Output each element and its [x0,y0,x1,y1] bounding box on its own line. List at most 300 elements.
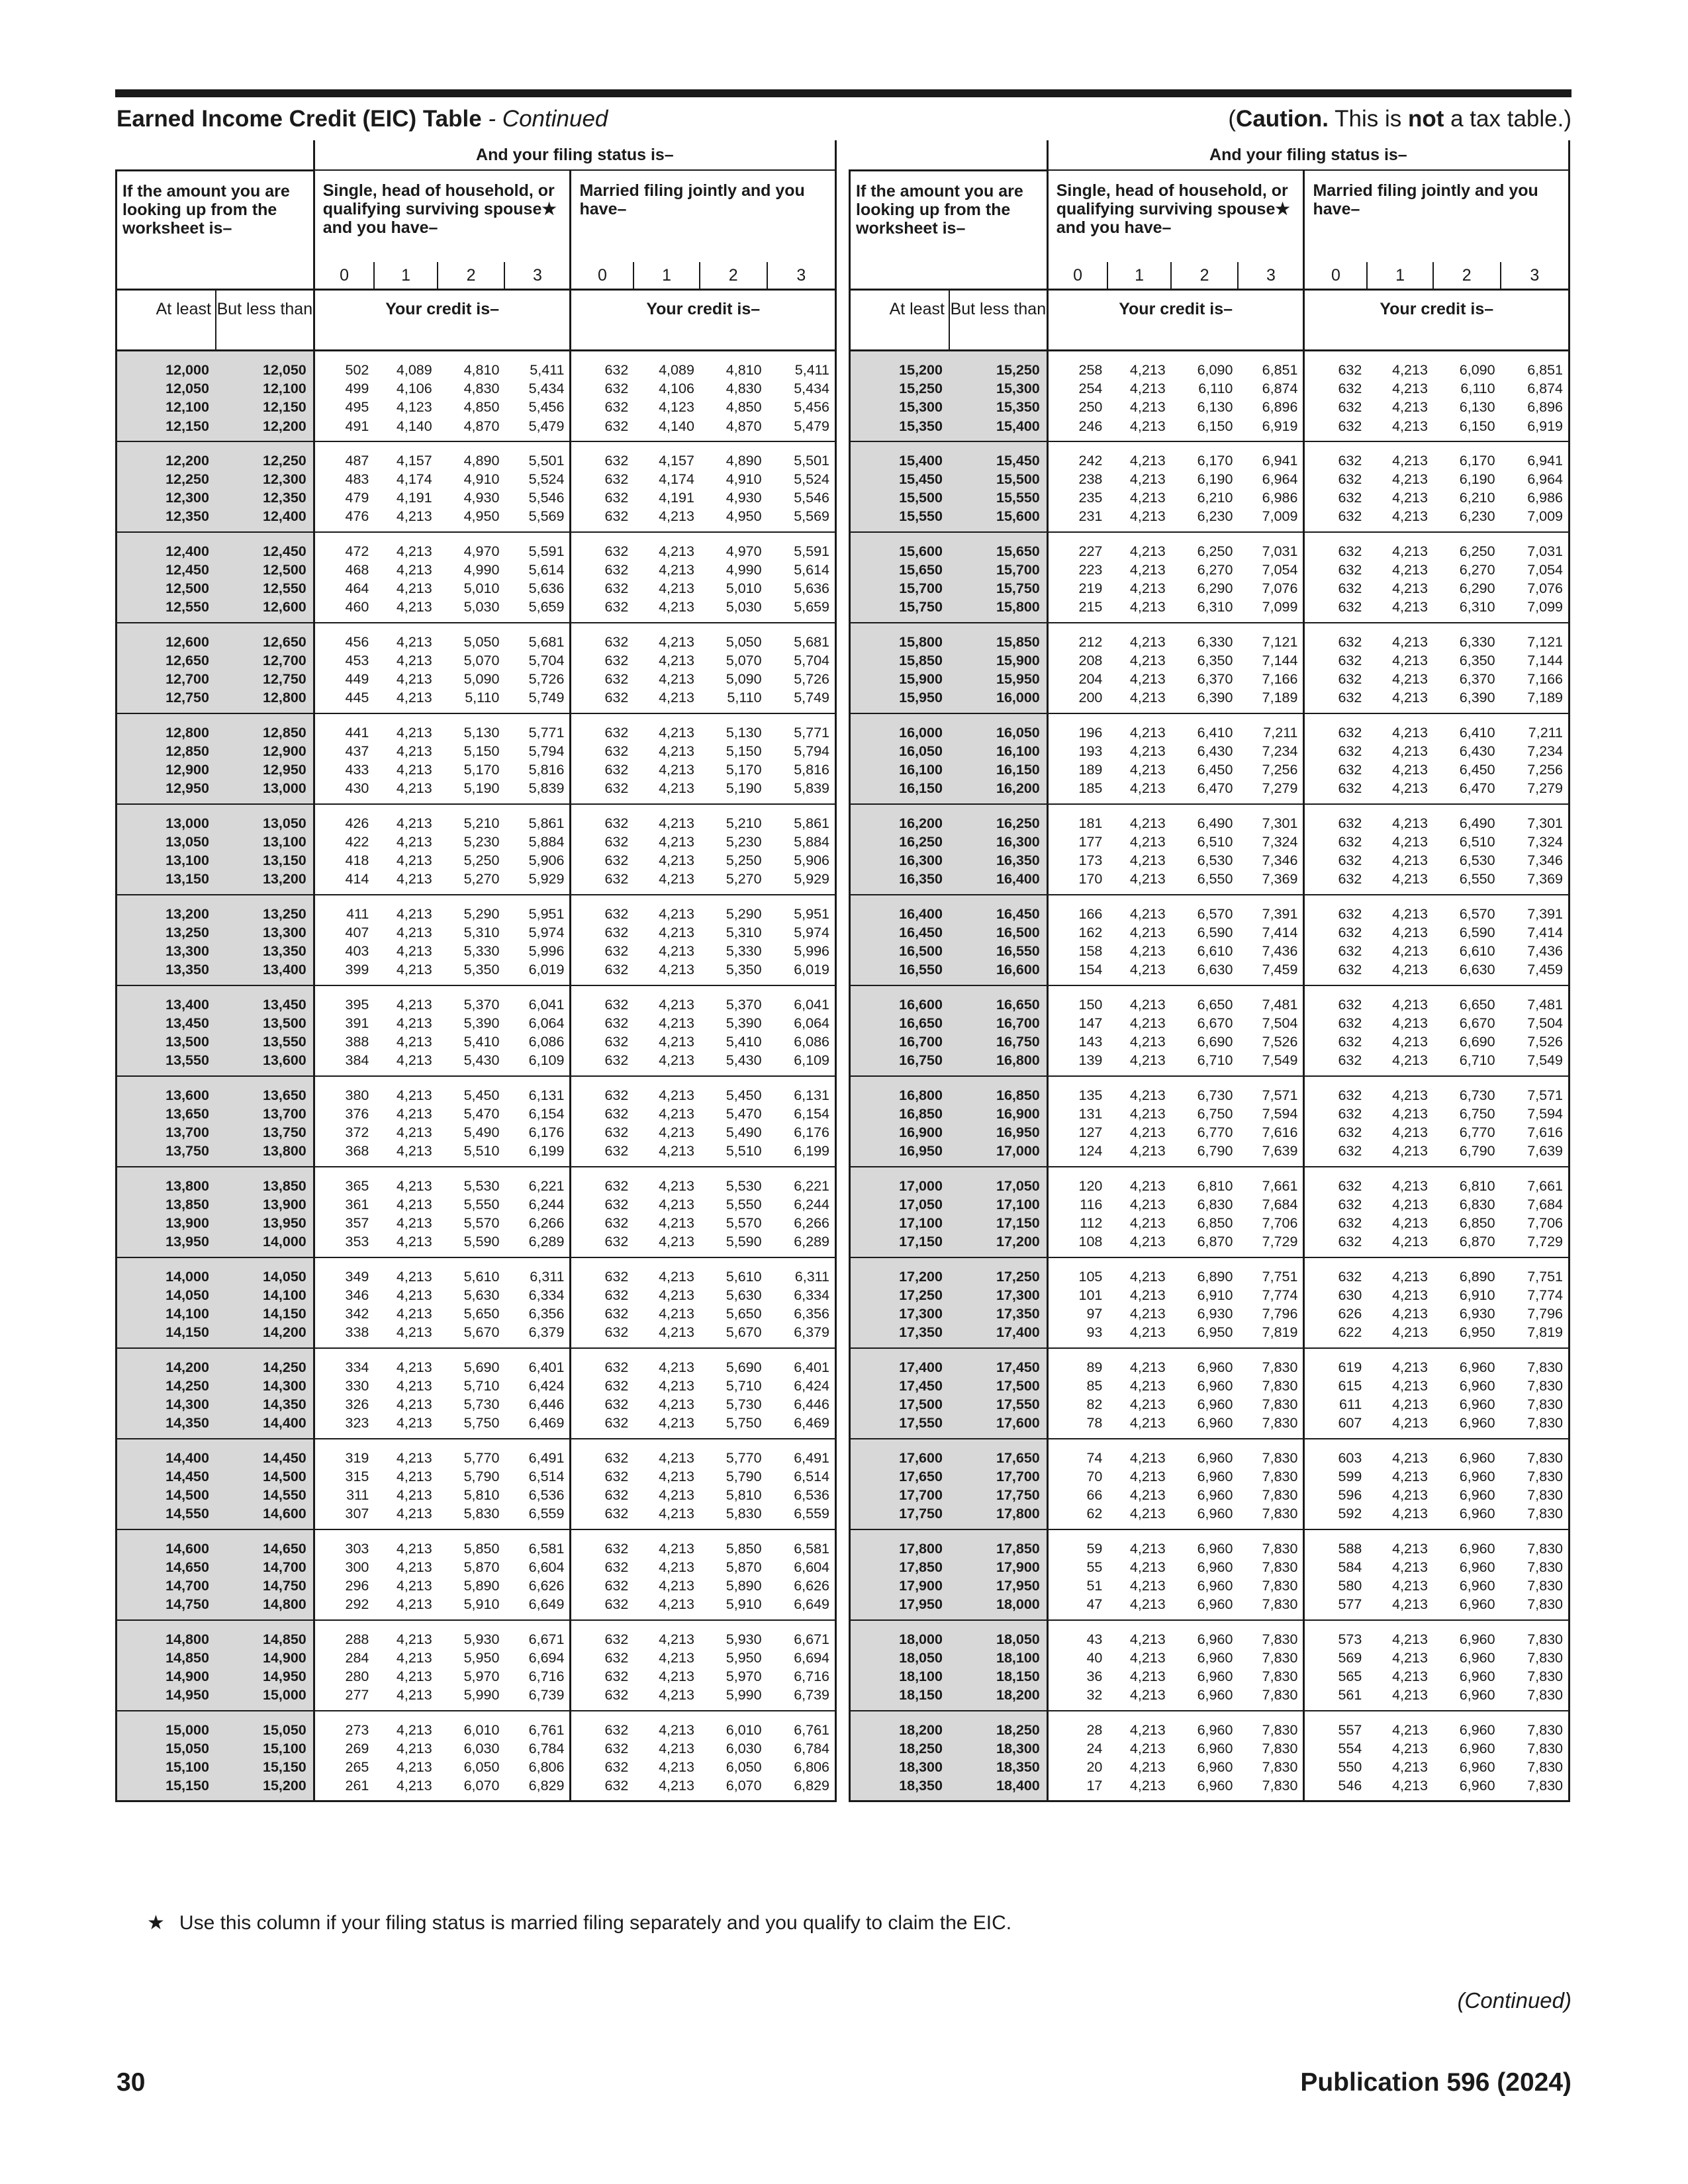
cell-value: 4,213 [1392,905,1428,922]
cell-value: 619 [1338,1359,1362,1375]
cell-value: 632 [604,1033,629,1050]
cell-value: 632 [1338,381,1362,397]
cell-value: 5,290 [463,905,500,922]
cell-value: 5,990 [726,1687,762,1704]
cell-value: 7,549 [1262,1052,1298,1069]
cell-value: 6,710 [1197,1052,1233,1069]
cell-m0 [571,441,633,532]
cell-value: 4,089 [396,362,432,378]
cell-value: 14,850 [165,1649,209,1666]
cell-value: 7,054 [1527,561,1563,578]
cell-m1 [1367,895,1433,985]
cell-at-least [850,804,949,895]
cell-value: 6,244 [794,1196,829,1212]
cell-m1 [1367,1711,1433,1801]
table-row [117,1257,836,1348]
cell-value: 7,099 [1262,599,1298,615]
cell-value: 4,213 [1129,599,1166,615]
cell-m2 [700,1711,767,1801]
cell-value: 632 [1338,996,1362,1013]
cell-value: 4,213 [659,1449,694,1466]
cell-value: 4,213 [1392,942,1428,959]
cell-value: 6,960 [1197,1540,1233,1557]
cell-value: 7,830 [1262,1559,1298,1575]
cell-value: 6,960 [1197,1377,1233,1394]
cell-value: 12,050 [262,362,306,378]
cell-value: 6,110 [1460,381,1495,397]
cell-value: 7,706 [1262,1214,1298,1231]
cell-value: 4,213 [1129,1087,1166,1103]
cell-value: 254 [1078,381,1103,397]
cell-s2 [438,532,505,623]
cell-s3 [1238,441,1304,532]
cell-value: 7,830 [1527,1449,1563,1466]
cell-value: 16,450 [996,905,1040,922]
cell-at-least [117,1439,216,1529]
cell-value: 6,694 [794,1649,829,1666]
cell-value: 6,050 [726,1758,762,1775]
cell-but-less [949,1257,1047,1348]
cell-value: 300 [345,1559,369,1575]
top-rule [115,89,1571,97]
cell-value: 7,121 [1262,633,1298,650]
cell-value: 6,649 [794,1596,829,1613]
cell-value: 5,434 [528,381,565,397]
cell-value: 7,301 [1262,815,1298,831]
cell-value: 5,290 [726,905,762,922]
cell-value: 170 [1078,871,1103,887]
cell-value: 4,213 [1392,780,1428,797]
cell-value: 4,970 [463,543,500,559]
cell-s3 [504,1711,571,1801]
cell-value: 4,213 [1129,452,1166,469]
single-children-1: 1 [1107,262,1170,290]
cell-value: 12,000 [165,362,209,378]
cell-value: 17 [1086,1778,1103,1794]
cell-value: 4,213 [396,1596,432,1613]
cell-s3 [504,804,571,895]
cell-value: 7,234 [1527,743,1563,759]
cell-m3 [767,1529,836,1620]
cell-value: 632 [1338,599,1362,615]
cell-value: 7,819 [1527,1324,1563,1341]
single-credit-header: Your credit is– [314,290,571,351]
cell-value: 632 [1338,652,1362,668]
cell-m0 [1304,713,1367,804]
cell-value: 15,500 [996,471,1040,487]
cell-value: 223 [1078,561,1103,578]
cell-value: 4,213 [396,871,432,887]
cell-value: 632 [1338,1052,1362,1069]
cell-s0 [314,1257,374,1348]
cell-s2 [438,351,505,441]
cell-but-less [216,713,314,804]
cell-value: 7,346 [1527,852,1563,868]
cell-value: 16,700 [899,1033,943,1050]
cell-value: 17,650 [996,1449,1040,1466]
cell-value: 12,800 [262,690,306,706]
cell-s1 [374,1529,437,1620]
cell-value: 15,650 [899,561,943,578]
cell-value: 6,019 [528,962,565,978]
cell-value: 7,121 [1527,633,1563,650]
cell-value: 6,150 [1459,418,1495,434]
cell-value: 6,960 [1459,1740,1495,1756]
cell-value: 4,213 [1129,1506,1166,1522]
cell-m0 [571,532,633,623]
cell-value: 4,213 [659,1740,694,1756]
cell-value: 14,200 [262,1324,306,1341]
cell-value: 632 [1338,852,1362,868]
cell-value: 5,590 [463,1234,500,1250]
cell-m0 [571,1348,633,1439]
cell-value: 4,213 [396,743,432,759]
cell-value: 7,054 [1262,561,1298,578]
cell-value: 6,176 [794,1124,829,1140]
cell-value: 7,391 [1262,905,1298,922]
cell-value: 5,839 [794,780,829,797]
cell-value: 17,450 [996,1359,1040,1375]
cell-value: 12,350 [262,489,306,506]
cell-value: 5,030 [726,599,762,615]
cell-value: 15,450 [996,452,1040,469]
cell-value: 632 [604,1087,629,1103]
cell-value: 4,213 [1392,1324,1428,1341]
cell-s1 [1107,1167,1170,1257]
cell-value: 5,030 [463,599,500,615]
cell-s3 [504,1257,571,1348]
cell-s3 [1238,532,1304,623]
cell-value: 158 [1078,942,1103,959]
cell-s2 [1171,441,1239,532]
cell-value: 14,100 [165,1305,209,1322]
cell-value: 4,213 [1392,1234,1428,1250]
cell-m0 [1304,804,1367,895]
cell-at-least [850,1257,949,1348]
cell-s2 [1171,1348,1239,1439]
cell-value: 5,850 [463,1540,500,1557]
cell-value: 4,213 [1129,1196,1166,1212]
cell-value: 5,830 [463,1506,500,1522]
cell-value: 4,213 [1129,652,1166,668]
cell-value: 6,960 [1459,1540,1495,1557]
cell-m0 [571,1257,633,1348]
cell-value: 6,950 [1459,1324,1495,1341]
cell-m0 [1304,532,1367,623]
cell-value: 7,830 [1527,1559,1563,1575]
cell-value: 6,964 [1527,471,1563,487]
cell-value: 4,213 [1392,399,1428,416]
cell-value: 5,479 [528,418,565,434]
cell-value: 6,960 [1459,1596,1495,1613]
cell-value: 5,839 [528,780,565,797]
table-row [117,1348,836,1439]
cell-value: 18,250 [996,1721,1040,1738]
cell-value: 14,400 [165,1449,209,1466]
cell-value: 6,960 [1459,1415,1495,1432]
cell-value: 4,213 [1392,418,1428,434]
cell-s1 [1107,1076,1170,1167]
cell-value: 5,730 [726,1396,762,1412]
cell-value: 18,050 [899,1649,943,1666]
cell-value: 4,213 [659,1287,694,1303]
cell-value: 565 [1338,1668,1362,1684]
cell-value: 208 [1078,652,1103,668]
cell-value: 4,213 [1129,1234,1166,1250]
cell-s2 [438,1711,505,1801]
cell-value: 6,960 [1459,1506,1495,1522]
cell-value: 6,109 [794,1052,829,1069]
cell-value: 16,450 [899,924,943,940]
cell-value: 5,704 [528,652,565,668]
cell-value: 632 [604,399,629,416]
cell-value: 311 [346,1486,369,1503]
cell-value: 12,750 [262,670,306,687]
cell-value: 632 [604,1287,629,1303]
cell-value: 632 [604,561,629,578]
cell-m2 [1433,1529,1501,1620]
cell-value: 12,350 [165,508,209,525]
cell-m2 [700,895,767,985]
cell-value: 16,300 [899,852,943,868]
cell-s0 [314,1529,374,1620]
cell-value: 6,154 [528,1105,565,1122]
cell-value: 4,213 [1129,1015,1166,1031]
cell-value: 4,213 [659,1324,694,1341]
cell-value: 14,100 [262,1287,306,1303]
cell-value: 6,650 [1459,996,1495,1013]
cell-value: 6,730 [1197,1087,1233,1103]
cell-value: 441 [345,724,369,741]
cell-value: 6,370 [1459,670,1495,687]
single-children-2: 2 [438,262,505,290]
cell-value: 4,830 [463,381,500,397]
cell-value: 4,213 [1392,543,1428,559]
cell-value: 7,830 [1527,1540,1563,1557]
cell-value: 15,650 [996,543,1040,559]
cell-m3 [767,1167,836,1257]
cell-value: 12,150 [262,399,306,416]
cell-value: 6,806 [528,1758,565,1775]
cell-value: 17,900 [899,1577,943,1594]
cell-value: 4,213 [396,1143,432,1160]
header-blank [117,140,314,170]
cell-value: 632 [1338,1177,1362,1194]
cell-value: 5,929 [794,871,829,887]
cell-value: 5,681 [794,633,829,650]
cell-value: 6,986 [1527,489,1563,506]
cell-value: 13,200 [262,871,306,887]
cell-value: 4,890 [463,452,500,469]
cell-value: 4,213 [1129,1649,1166,1666]
cell-but-less [216,895,314,985]
cell-m0 [1304,623,1367,713]
cell-s0 [314,985,374,1076]
cell-value: 445 [345,690,369,706]
cell-s1 [1107,985,1170,1076]
cell-value: 6,514 [528,1468,565,1484]
cell-value: 17,050 [996,1177,1040,1194]
cell-value: 4,213 [1129,1268,1166,1285]
cell-value: 14,450 [262,1449,306,1466]
cell-value: 4,213 [1392,1377,1428,1394]
cell-value: 4,213 [396,1559,432,1575]
cell-value: 632 [1338,1105,1362,1122]
cell-value: 6,960 [1459,1396,1495,1412]
cell-s3 [1238,1167,1304,1257]
cell-value: 6,960 [1197,1631,1233,1647]
cell-value: 4,213 [659,1234,694,1250]
cell-m0 [571,1167,633,1257]
cell-value: 632 [1338,871,1362,887]
cell-value: 7,729 [1262,1234,1298,1250]
cell-value: 6,190 [1197,471,1233,487]
cell-value: 6,221 [528,1177,565,1194]
cell-value: 143 [1078,1033,1103,1050]
table-row [850,351,1570,441]
cell-value: 5,659 [794,599,829,615]
cell-value: 7,830 [1527,1468,1563,1484]
cell-value: 7,549 [1527,1052,1563,1069]
cell-value: 13,450 [165,1015,209,1031]
cell-at-least [117,1529,216,1620]
single-credit-header: Your credit is– [1047,290,1304,351]
cell-value: 16,850 [996,1087,1040,1103]
cell-m0 [1304,1439,1367,1529]
cell-value: 626 [1338,1305,1362,1322]
cell-value: 632 [604,1052,629,1069]
cell-value: 78 [1086,1415,1103,1432]
cell-value: 7,414 [1527,924,1563,940]
cell-value: 5,861 [528,815,565,831]
cell-value: 6,581 [528,1540,565,1557]
cell-value: 5,390 [463,1015,500,1031]
cell-at-least [850,713,949,804]
cell-m2 [700,1529,767,1620]
single-group-header: Single, head of household, or qualifying surviving spouse★ and you have– [314,170,571,262]
cell-m3 [767,1711,836,1801]
cell-m2 [1433,1076,1501,1167]
cell-value: 6,960 [1197,1649,1233,1666]
cell-at-least [117,1167,216,1257]
cell-s0 [314,1620,374,1711]
cell-value: 5,370 [463,996,500,1013]
married-children-1: 1 [1367,262,1433,290]
cell-value: 7,830 [1262,1396,1298,1412]
cell-value: 6,830 [1459,1196,1495,1212]
cell-value: 599 [1338,1468,1362,1484]
cell-value: 4,213 [1392,962,1428,978]
cell-value: 4,213 [396,815,432,831]
cell-value: 7,211 [1263,724,1298,741]
cell-m3 [767,1257,836,1348]
cell-value: 6,311 [530,1268,565,1285]
cell-value: 7,144 [1262,652,1298,668]
cell-m2 [1433,1348,1501,1439]
cell-value: 17,400 [899,1359,943,1375]
cell-value: 7,504 [1262,1015,1298,1031]
cell-value: 4,213 [659,1143,694,1160]
cell-value: 6,851 [1262,362,1298,378]
cell-value: 4,213 [1129,1396,1166,1412]
cell-value: 5,230 [726,833,762,850]
cell-value: 349 [345,1268,369,1285]
cell-value: 18,000 [996,1596,1040,1613]
cell-value: 6,960 [1459,1359,1495,1375]
cell-value: 4,213 [659,780,694,797]
cell-s3 [504,1439,571,1529]
table-row [850,1529,1570,1620]
cell-value: 16,050 [996,724,1040,741]
cell-value: 632 [604,633,629,650]
continued-label: (Continued) [1457,1988,1571,2013]
cell-value: 326 [345,1396,369,1412]
cell-value: 277 [345,1687,369,1704]
cell-value: 6,930 [1459,1305,1495,1322]
cell-value: 632 [1338,452,1362,469]
cell-value: 4,213 [659,1052,694,1069]
cell-value: 7,076 [1262,580,1298,596]
cell-value: 6,960 [1197,1486,1233,1503]
cell-value: 6,694 [528,1649,565,1666]
cell-value: 5,530 [726,1177,762,1194]
cell-value: 632 [1338,690,1362,706]
cell-value: 4,213 [1392,561,1428,578]
cell-value: 5,270 [463,871,500,887]
cell-value: 6,401 [528,1359,565,1375]
cell-value: 5,470 [726,1105,762,1122]
cell-value: 4,191 [659,489,694,506]
cell-value: 7,751 [1527,1268,1563,1285]
cell-s0 [1047,804,1107,895]
cell-value: 4,213 [396,1196,432,1212]
cell-value: 4,213 [1392,1559,1428,1575]
cell-s2 [1171,985,1239,1076]
cell-value: 4,213 [1129,815,1166,831]
cell-s1 [374,804,437,895]
cell-s0 [314,1711,374,1801]
cell-value: 6,950 [1197,1324,1233,1341]
cell-at-least [117,1257,216,1348]
cell-value: 460 [345,599,369,615]
cell-s2 [1171,1711,1239,1801]
cell-value: 6,559 [794,1506,829,1522]
cell-value: 6,379 [794,1324,829,1341]
cell-s0 [314,1439,374,1529]
cell-value: 550 [1338,1758,1362,1775]
cell-value: 4,123 [659,399,694,416]
cell-value: 17,350 [996,1305,1040,1322]
cell-s3 [1238,1439,1304,1529]
cell-value: 18,300 [899,1758,943,1775]
cell-m3 [1501,532,1570,623]
cell-value: 6,401 [794,1359,829,1375]
cell-value: 12,250 [262,452,306,469]
cell-m2 [1433,804,1501,895]
cell-s2 [1171,713,1239,804]
cell-value: 5,570 [463,1214,500,1231]
cell-value: 6,530 [1197,852,1233,868]
cell-but-less [216,441,314,532]
cell-value: 6,310 [1197,599,1233,615]
cell-value: 20 [1086,1758,1103,1775]
publication-name: Publication 596 (2024) [1300,2068,1571,2097]
cell-value: 12,250 [165,471,209,487]
cell-value: 5,910 [463,1596,500,1613]
cell-m1 [633,532,700,623]
cell-value: 7,774 [1262,1287,1298,1303]
cell-value: 6,570 [1459,905,1495,922]
